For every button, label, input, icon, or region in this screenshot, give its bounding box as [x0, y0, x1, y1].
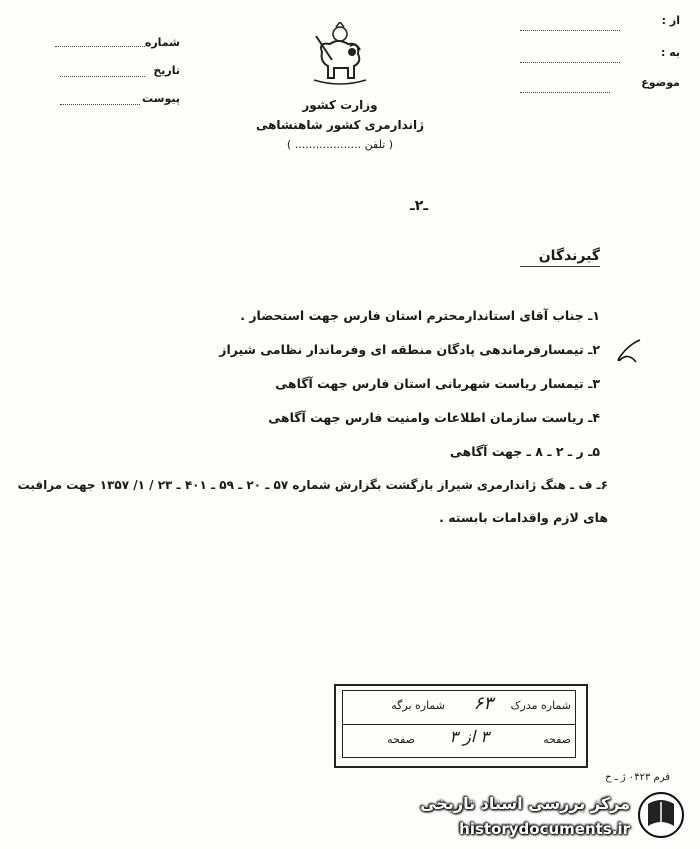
- to-label: به :: [660, 46, 680, 59]
- subject-line: [520, 92, 610, 93]
- recipient-1: ۱ـ جناب آقای استاندارمحترم استان فارس جهت استحضار .: [240, 308, 600, 323]
- attachment-label: پیوست: [142, 92, 180, 105]
- to-line: [520, 62, 620, 63]
- recipient-3: ۳ـ تیمسار ریاست شهربانی استان فارس جهت آگاهی: [275, 376, 600, 391]
- stamp-sheet-number-label: شماره برگه: [391, 699, 445, 712]
- watermark-name: مرکز بررسی اسناد تاریخی: [420, 794, 630, 813]
- from-line: [520, 30, 620, 31]
- archive-stamp: [334, 684, 588, 768]
- recipient-5: ۵ـ ر ـ ۲ ـ ۸ ـ جهت آگاهی: [449, 444, 600, 459]
- attachment-line: [60, 104, 140, 105]
- date-label: تاریخ: [153, 64, 180, 77]
- stamp-page-value: ۳ از ۳: [449, 727, 489, 746]
- stamp-divider: [343, 724, 575, 725]
- from-label: از :: [661, 14, 680, 27]
- lion-and-sun-emblem: [308, 22, 372, 90]
- number-line: [55, 46, 145, 47]
- stamp-doc-number-label: شماره مدرک: [510, 699, 571, 712]
- stamp-inner: [342, 690, 576, 758]
- stamp-page-label-2: صفحه: [387, 733, 415, 746]
- page-marker: ـ۲ـ: [410, 198, 429, 214]
- recipient-4: ۴ـ ریاست سازمان اطلاعات وامنیت فارس جهت آگاهی: [268, 410, 600, 425]
- watermark-url: historydocuments.ir: [459, 820, 630, 838]
- stamp-page-label: صفحه: [543, 733, 571, 746]
- phone-line: ( تلفن ................... ): [286, 138, 394, 151]
- gendarmerie-name: ژاندارمری کشور شاهنشاهی: [255, 118, 425, 132]
- handwritten-check-mark: [612, 334, 642, 364]
- form-code: فرم ۰۴۲۳ ژ ـ ح: [605, 772, 670, 783]
- archive-logo-icon: [636, 790, 686, 840]
- subject-label: موضوع: [641, 76, 680, 89]
- recipient-6: ۶ـ ف ـ هنگ ژاندارمری شیراز بازگشت بگزارش شماره ۵۷ ـ ۲۰ ـ ۵۹ ـ ۴۰۱ ـ ۲۳ / ۱/ ۱۳۵۷ جهت مراقبت: [17, 478, 608, 492]
- date-line: [60, 76, 145, 77]
- recipient-6-cont: های لازم واقدامات بابسته .: [439, 510, 608, 525]
- number-label: شماره: [144, 36, 180, 49]
- ministry-name: وزارت کشور: [302, 98, 378, 112]
- recipients-title: گیرندگان: [520, 248, 600, 267]
- stamp-doc-number-value: ۶۳: [473, 693, 493, 714]
- recipient-2: ۲ـ تیمسارفرماندهی پادگان منطقه ای وفرماندار نظامی شیراز: [219, 342, 600, 357]
